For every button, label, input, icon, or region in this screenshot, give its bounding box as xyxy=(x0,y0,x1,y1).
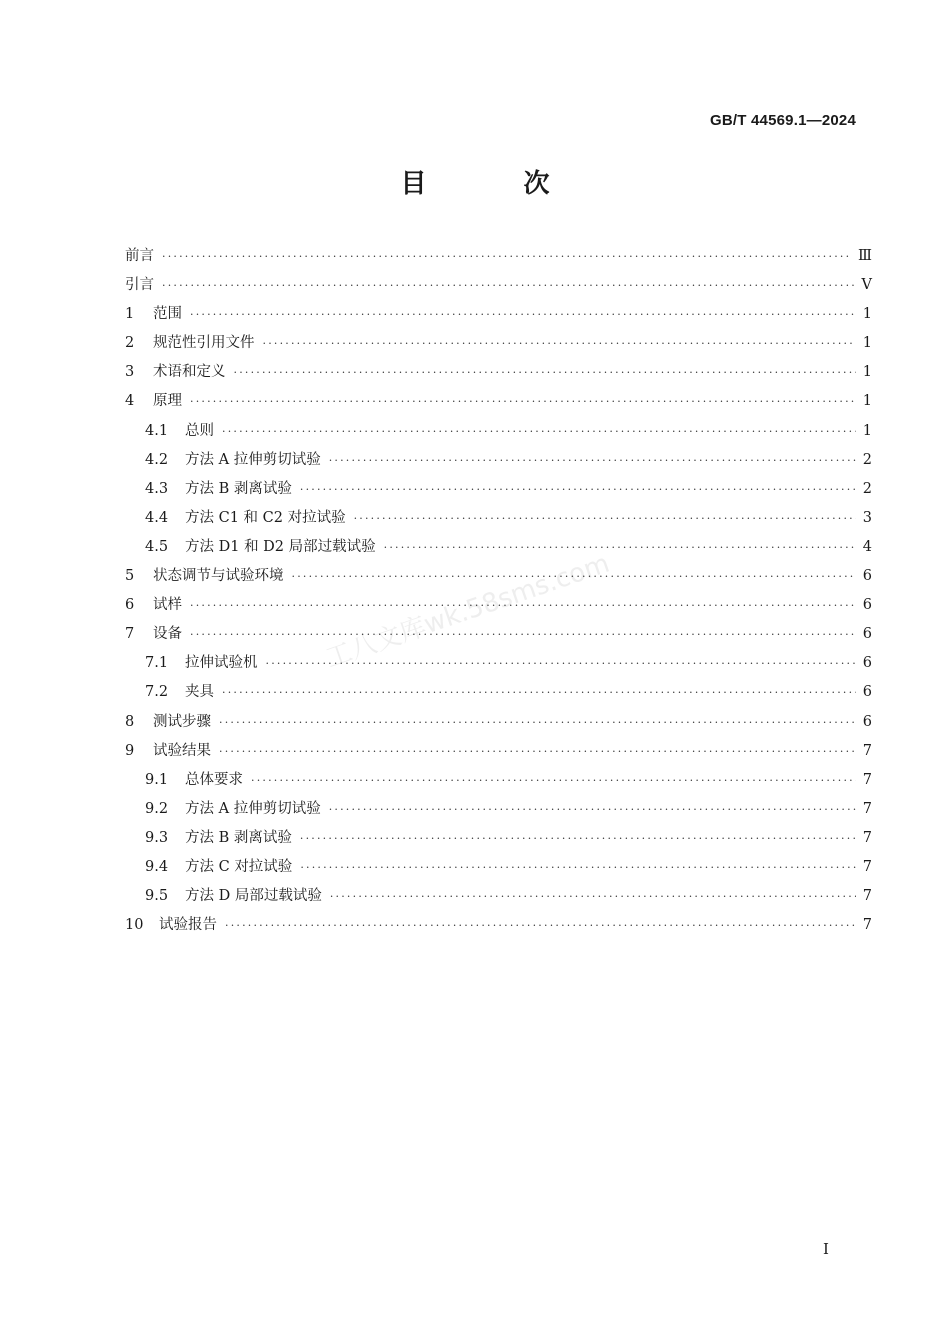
toc-entry-page: 7 xyxy=(862,888,872,905)
toc-leader-dots xyxy=(222,678,856,707)
toc-entry[interactable] xyxy=(125,649,872,678)
toc-leader-dots xyxy=(330,882,856,911)
toc-entry-number: 9.5 xyxy=(145,888,169,905)
toc-entry-label: 方法 D 局部过载试验 xyxy=(185,888,322,905)
toc-entry[interactable] xyxy=(125,795,872,824)
toc-entry-label: 夹具 xyxy=(185,684,214,701)
toc-entry-label: 方法 B 剥离试验 xyxy=(185,480,292,497)
toc-entry-number: 5 xyxy=(125,568,135,585)
toc-entry-number: 3 xyxy=(125,364,135,381)
toc-entry-number: 6 xyxy=(125,597,135,614)
toc-entry[interactable] xyxy=(125,271,872,300)
page-number: I xyxy=(823,1240,829,1258)
toc-leader-dots xyxy=(222,417,856,446)
toc-entry-page: 7 xyxy=(862,771,872,788)
toc-entry-number: 4.1 xyxy=(145,422,169,439)
toc-entry-label: 试验报告 xyxy=(159,917,217,934)
toc-entry-number: 4 xyxy=(125,393,135,410)
toc-entry-number: 1 xyxy=(125,306,135,323)
toc-entry-page: 1 xyxy=(862,422,872,439)
toc-entry-number: 9.4 xyxy=(145,858,169,875)
toc-entry-number: 9 xyxy=(125,742,135,759)
toc-entry-label: 拉伸试验机 xyxy=(185,655,258,672)
toc-entry[interactable] xyxy=(125,533,872,562)
toc-leader-dots xyxy=(266,649,857,678)
toc-entry-page: 3 xyxy=(862,509,872,526)
toc-entry-page: Ⅴ xyxy=(861,277,872,294)
toc-entry-number: 10 xyxy=(125,917,144,934)
toc-leader-dots xyxy=(190,591,856,620)
toc-entry-number: 4.2 xyxy=(145,451,169,468)
toc-entry-page: 1 xyxy=(862,393,872,410)
toc-leader-dots xyxy=(300,824,856,853)
toc-entry-page: 6 xyxy=(862,597,872,614)
toc-entry[interactable] xyxy=(125,911,872,940)
toc-leader-dots xyxy=(292,562,857,591)
toc-leader-dots xyxy=(329,795,856,824)
toc-entry-page: 1 xyxy=(862,306,872,323)
toc-entry-page: 6 xyxy=(862,568,872,585)
toc-entry-page: 7 xyxy=(862,829,872,846)
toc-entry-page: 6 xyxy=(862,655,872,672)
toc-entry-label: 方法 C 对拉试验 xyxy=(185,858,293,875)
toc-entry[interactable] xyxy=(125,766,872,795)
toc-entry[interactable] xyxy=(125,562,872,591)
toc-entry-page: 7 xyxy=(862,917,872,934)
toc-leader-dots xyxy=(219,708,856,737)
toc-entry-label: 试验结果 xyxy=(153,742,211,759)
toc-entry-label: 范围 xyxy=(153,306,182,323)
toc-leader-dots xyxy=(162,271,856,300)
toc-leader-dots xyxy=(251,766,856,795)
toc-entry-page: 2 xyxy=(862,480,872,497)
toc-entry-page: 1 xyxy=(862,364,872,381)
toc-entry-number: 7 xyxy=(125,626,135,643)
toc-entry-label: 总体要求 xyxy=(185,771,243,788)
toc-entry-number: 2 xyxy=(125,335,135,352)
toc-entry-page: 7 xyxy=(862,858,872,875)
toc-entry-number: 7.2 xyxy=(145,684,169,701)
toc-leader-dots xyxy=(190,300,856,329)
toc-entry-page: Ⅲ xyxy=(858,248,872,264)
toc-entry[interactable] xyxy=(125,824,872,853)
toc-entry-label: 原理 xyxy=(153,393,182,410)
standard-number: GB/T 44569.1—2024 xyxy=(710,112,856,129)
toc-entry[interactable] xyxy=(125,737,872,766)
toc-entry[interactable] xyxy=(125,853,872,882)
toc-entry-label: 前言 xyxy=(125,248,154,264)
toc-entry-label: 方法 B 剥离试验 xyxy=(185,829,292,846)
toc-entry-label: 方法 A 拉伸剪切试验 xyxy=(185,800,321,817)
toc-entry[interactable] xyxy=(125,620,872,649)
toc-entry-label: 术语和定义 xyxy=(153,364,226,381)
toc-entry[interactable] xyxy=(125,475,872,504)
toc-entry-number: 9.1 xyxy=(145,771,169,788)
toc-leader-dots xyxy=(234,358,857,387)
toc-entry-page: 7 xyxy=(862,742,872,759)
toc-entry[interactable] xyxy=(125,591,872,620)
toc-entry-number: 8 xyxy=(125,713,135,730)
toc-entry-label: 引言 xyxy=(125,277,154,294)
toc-entry-label: 总则 xyxy=(185,422,214,439)
toc-entry-number: 4.5 xyxy=(145,538,169,555)
toc-entry-number: 4.4 xyxy=(145,509,169,526)
toc-leader-dots xyxy=(225,911,856,940)
toc-entry-label: 方法 C1 和 C2 对拉试验 xyxy=(185,509,346,526)
toc-entry-number: 9.2 xyxy=(145,800,169,817)
toc-leader-dots xyxy=(354,504,856,533)
toc-entry-label: 设备 xyxy=(153,626,182,643)
toc-leader-dots xyxy=(263,329,857,358)
toc-entry-page: 7 xyxy=(862,800,872,817)
toc-leader-dots xyxy=(329,446,856,475)
toc-entry-label: 试样 xyxy=(153,597,182,614)
page-title: 目 次 xyxy=(400,169,594,199)
table-of-contents xyxy=(125,242,872,940)
toc-entry[interactable] xyxy=(125,504,872,533)
toc-entry-label: 方法 A 拉伸剪切试验 xyxy=(185,451,321,468)
toc-entry[interactable] xyxy=(125,708,872,737)
toc-entry[interactable] xyxy=(125,329,872,358)
toc-entry[interactable] xyxy=(125,358,872,387)
toc-entry-page: 6 xyxy=(862,713,872,730)
toc-entry-page: 6 xyxy=(862,684,872,701)
toc-entry-label: 测试步骤 xyxy=(153,713,211,730)
toc-entry-page: 4 xyxy=(862,538,872,555)
toc-leader-dots xyxy=(300,853,856,882)
toc-entry-page: 2 xyxy=(862,451,872,468)
toc-entry[interactable] xyxy=(125,446,872,475)
toc-entry-label: 规范性引用文件 xyxy=(153,335,255,352)
toc-leader-dots xyxy=(219,737,856,766)
toc-entry[interactable] xyxy=(125,387,872,416)
watermark: 工八文库wk.58sms.com xyxy=(321,548,614,675)
toc-entry[interactable] xyxy=(125,882,872,911)
toc-entry-number: 4.3 xyxy=(145,480,169,497)
toc-entry-number: 9.3 xyxy=(145,829,169,846)
toc-leader-dots xyxy=(162,242,852,271)
toc-entry-page: 6 xyxy=(862,626,872,643)
toc-entry-label: 方法 D1 和 D2 局部过载试验 xyxy=(185,538,376,555)
toc-leader-dots xyxy=(384,533,856,562)
toc-entry[interactable] xyxy=(125,678,872,707)
toc-entry-label: 状态调节与试验环境 xyxy=(153,568,284,585)
toc-leader-dots xyxy=(190,387,856,416)
toc-leader-dots xyxy=(300,475,856,504)
toc-entry[interactable] xyxy=(125,417,872,446)
toc-entry[interactable] xyxy=(125,300,872,329)
toc-entry-page: 1 xyxy=(862,335,872,352)
toc-entry[interactable] xyxy=(125,242,872,271)
toc-leader-dots xyxy=(190,620,856,649)
toc-entry-number: 7.1 xyxy=(145,655,169,672)
